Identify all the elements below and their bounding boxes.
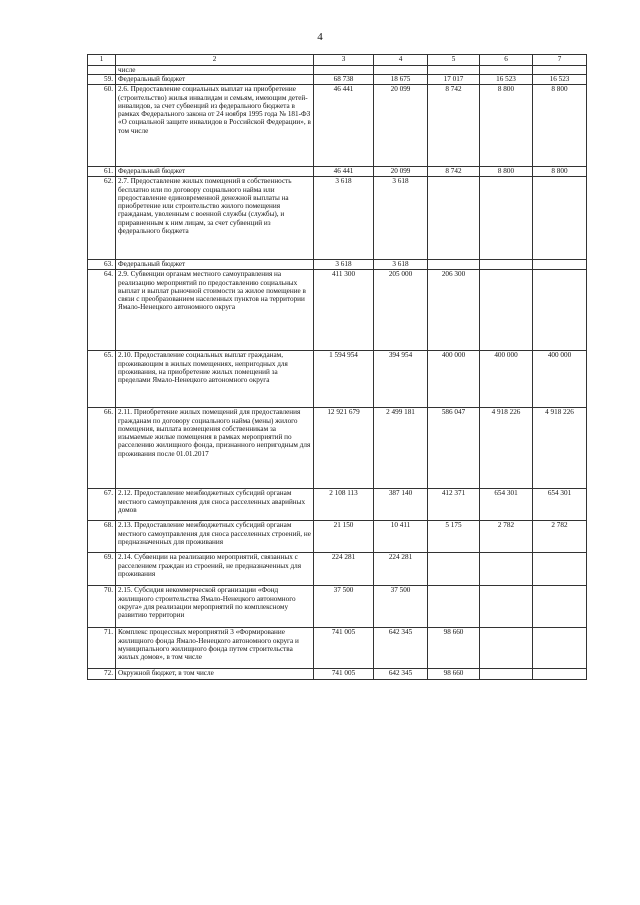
value-col-6: 654 301 <box>480 489 533 521</box>
value-col-4 <box>374 66 428 75</box>
value-col-6 <box>480 669 533 680</box>
table-row <box>88 270 587 351</box>
table-row <box>88 177 587 260</box>
value-col-7 <box>533 66 587 75</box>
row-number: 71. <box>88 628 116 669</box>
value-col-4: 20 099 <box>374 85 428 167</box>
value-col-7 <box>533 669 587 680</box>
budget-table <box>87 54 587 680</box>
value-col-5: 17 017 <box>428 75 480 85</box>
value-col-4: 394 954 <box>374 351 428 408</box>
value-col-3: 1 594 954 <box>314 351 374 408</box>
value-col-3: 741 005 <box>314 628 374 669</box>
value-col-7 <box>533 586 587 628</box>
value-col-5: 8 742 <box>428 85 480 167</box>
value-col-6: 4 918 226 <box>480 408 533 489</box>
value-col-3: 21 150 <box>314 521 374 553</box>
header-cell: 4 <box>374 55 428 66</box>
row-name: Окружной бюджет, в том числе <box>116 669 314 680</box>
value-col-7 <box>533 177 587 260</box>
value-col-7: 2 782 <box>533 521 587 553</box>
row-name: 2.10. Предоставление социальных выплат гражданам, проживающим в жилых помещениях, непригодных для проживания, на приобретение жилых помещений за пределами Ямало-Ненецкого автономного округа <box>116 351 314 408</box>
value-col-7: 16 523 <box>533 75 587 85</box>
value-col-4: 387 140 <box>374 489 428 521</box>
value-col-4: 2 499 181 <box>374 408 428 489</box>
row-name: Федеральный бюджет <box>116 167 314 177</box>
row-number <box>88 66 116 75</box>
value-col-5 <box>428 260 480 270</box>
value-col-4: 3 618 <box>374 260 428 270</box>
row-number: 62. <box>88 177 116 260</box>
table-row <box>88 85 587 167</box>
table-row <box>88 489 587 521</box>
row-number: 64. <box>88 270 116 351</box>
row-name: 2.14. Субвенции на реализацию мероприятий, связанных с расселением граждан из строений, не предназначенных для проживания <box>116 553 314 586</box>
header-cell: 6 <box>480 55 533 66</box>
value-col-4: 18 675 <box>374 75 428 85</box>
row-number: 66. <box>88 408 116 489</box>
header-cell: 3 <box>314 55 374 66</box>
table-row <box>88 167 587 177</box>
value-col-5: 8 742 <box>428 167 480 177</box>
value-col-4: 205 000 <box>374 270 428 351</box>
value-col-3: 46 441 <box>314 167 374 177</box>
table-row <box>88 260 587 270</box>
value-col-5: 98 660 <box>428 669 480 680</box>
value-col-4: 224 281 <box>374 553 428 586</box>
row-name: Комплекс процессных мероприятий 3 «Формирование жилищного фонда Ямало-Ненецкого автономного округа и муниципального жилищного фонда путем строительства жилых домов», в том числе <box>116 628 314 669</box>
value-col-5 <box>428 66 480 75</box>
table-row <box>88 408 587 489</box>
row-name: 2.11. Приобретение жилых помещений для предоставления гражданам по договору социального найма (мены) жилого помещения, выплата возмещения собственникам за изымаемые жилые помещения в рамках мероприятий по расселению жилищного фонда, признанного непригодным для проживания после 01.01.2017 <box>116 408 314 489</box>
row-number: 69. <box>88 553 116 586</box>
value-col-4: 642 345 <box>374 628 428 669</box>
row-name: 2.9. Субвенции органам местного самоуправления на реализацию мероприятий по предоставлению социальных выплат и выплат рыночной стоимости за жилое помещение в связи с преобразованием населенных пунктов на территории Ямало-Ненецкого автономного округа <box>116 270 314 351</box>
value-col-3: 741 005 <box>314 669 374 680</box>
table-row <box>88 553 587 586</box>
row-name: Федеральный бюджет <box>116 75 314 85</box>
row-name: 2.15. Субсидия некоммерческой организации «Фонд жилищного строительства Ямало-Ненецкого автономного округа» для реализации мероприятий по комплексному развитию территории <box>116 586 314 628</box>
value-col-6 <box>480 586 533 628</box>
value-col-3: 411 300 <box>314 270 374 351</box>
table-header-row <box>88 55 587 66</box>
value-col-3 <box>314 66 374 75</box>
value-col-6 <box>480 66 533 75</box>
value-col-5 <box>428 553 480 586</box>
table-row <box>88 521 587 553</box>
value-col-3: 224 281 <box>314 553 374 586</box>
row-number: 65. <box>88 351 116 408</box>
row-name: Федеральный бюджет <box>116 260 314 270</box>
value-col-5: 98 660 <box>428 628 480 669</box>
value-col-6 <box>480 177 533 260</box>
value-col-7: 8 800 <box>533 85 587 167</box>
header-cell: 2 <box>116 55 314 66</box>
row-name: 2.7. Предоставление жилых помещений в собственность бесплатно или по договору социального найма или предоставление единовременной денежной выплаты на приобретение или строительство жилого помещения гражданам, уволенным с военной службы (службы), и приравненным к ним лицам, за счет субвенций из федерального бюджета <box>116 177 314 260</box>
value-col-4: 37 500 <box>374 586 428 628</box>
row-name: числе <box>116 66 314 75</box>
row-name: 2.6. Предоставление социальных выплат на приобретение (строительство) жилья инвалидам и семьям, имеющим детей-инвалидов, за счет субвенций из федерального бюджета в рамках Федерального закона от 24 ноября 1995 года № 181-ФЗ «О социальной защите инвалидов в Российской Федерации», в том числе <box>116 85 314 167</box>
row-number: 68. <box>88 521 116 553</box>
value-col-5 <box>428 586 480 628</box>
value-col-6: 400 000 <box>480 351 533 408</box>
value-col-4: 20 099 <box>374 167 428 177</box>
table-row <box>88 628 587 669</box>
value-col-4: 10 411 <box>374 521 428 553</box>
value-col-7: 654 301 <box>533 489 587 521</box>
value-col-6 <box>480 270 533 351</box>
value-col-7 <box>533 553 587 586</box>
value-col-3: 12 921 679 <box>314 408 374 489</box>
value-col-7: 400 000 <box>533 351 587 408</box>
value-col-4: 3 618 <box>374 177 428 260</box>
row-number: 59. <box>88 75 116 85</box>
value-col-7 <box>533 260 587 270</box>
value-col-6 <box>480 628 533 669</box>
value-col-7 <box>533 628 587 669</box>
value-col-5: 412 371 <box>428 489 480 521</box>
value-col-3: 37 500 <box>314 586 374 628</box>
value-col-6: 8 800 <box>480 167 533 177</box>
row-name: 2.12. Предоставление межбюджетных субсидий органам местного самоуправления для сноса расселенных аварийных домов <box>116 489 314 521</box>
row-number: 67. <box>88 489 116 521</box>
header-cell: 7 <box>533 55 587 66</box>
value-col-5 <box>428 177 480 260</box>
value-col-6 <box>480 260 533 270</box>
value-col-4: 642 345 <box>374 669 428 680</box>
row-number: 63. <box>88 260 116 270</box>
value-col-3: 46 441 <box>314 85 374 167</box>
value-col-3: 3 618 <box>314 177 374 260</box>
table-row <box>88 351 587 408</box>
value-col-5: 400 000 <box>428 351 480 408</box>
row-number: 72. <box>88 669 116 680</box>
table-row <box>88 66 587 75</box>
value-col-5: 586 047 <box>428 408 480 489</box>
value-col-5: 206 300 <box>428 270 480 351</box>
header-cell: 1 <box>88 55 116 66</box>
value-col-3: 2 108 113 <box>314 489 374 521</box>
table-row <box>88 669 587 680</box>
page-number: 4 <box>317 31 323 43</box>
value-col-7 <box>533 270 587 351</box>
value-col-5: 5 175 <box>428 521 480 553</box>
row-number: 60. <box>88 85 116 167</box>
table-row <box>88 586 587 628</box>
value-col-6: 8 800 <box>480 85 533 167</box>
value-col-6: 2 782 <box>480 521 533 553</box>
header-cell: 5 <box>428 55 480 66</box>
value-col-6 <box>480 553 533 586</box>
value-col-7: 8 800 <box>533 167 587 177</box>
table-row <box>88 75 587 85</box>
value-col-7: 4 918 226 <box>533 408 587 489</box>
value-col-3: 3 618 <box>314 260 374 270</box>
row-number: 61. <box>88 167 116 177</box>
row-number: 70. <box>88 586 116 628</box>
value-col-6: 16 523 <box>480 75 533 85</box>
value-col-3: 68 738 <box>314 75 374 85</box>
row-name: 2.13. Предоставление межбюджетных субсидий органам местного самоуправления для сноса расселенных строений, не предназначенных для проживания <box>116 521 314 553</box>
